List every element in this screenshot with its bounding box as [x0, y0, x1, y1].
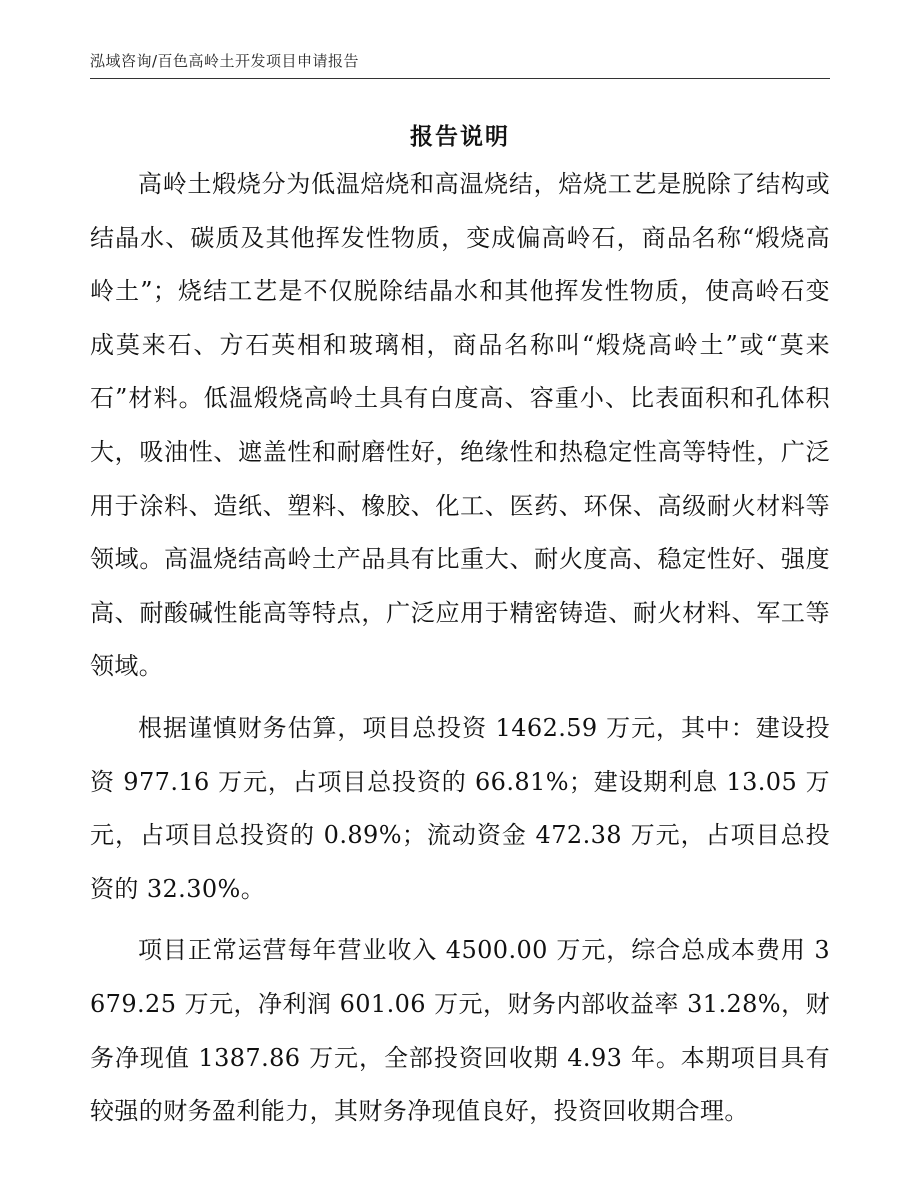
page-title: 报告说明 — [410, 124, 510, 150]
paragraph-kaolin-process: 高岭土煅烧分为低温焙烧和高温烧结，焙烧工艺是脱除了结构或结晶水、碳质及其他挥发性物质，变成偏高岭石，商品名称“煅烧高岭土”；烧结工艺是不仅脱除结晶水和其他挥发性物质，使高岭石变成莫来石、方石英相和玻璃相，商品名称叫“煅烧高岭土”或“莫来石”材料。低温煅烧高岭土具有白度高、容重小、比表面积和孔体积大，吸油性、遮盖性和耐磨性好，绝缘性和热稳定性高等特性，广泛用于涂料、造纸、塑料、橡胶、化工、医药、环保、高级耐火材料等领域。高温烧结高岭土产品具有比重大、耐火度高、稳定性好、强度高、耐酸碱性能高等特点，广泛应用于精密铸造、耐火材料、军工等领域。 — [90, 170, 830, 681]
header-divider — [90, 78, 830, 79]
report-body — [90, 158, 830, 1147]
running-header: 泓域咨询/百色高岭土开发项目申请报告 — [90, 52, 360, 70]
paragraph-investment: 根据谨慎财务估算，项目总投资 1462.59 万元，其中：建设投资 977.16 万元，占项目总投资的 66.81%；建设期利息 13.05 万元，占项目总投资的 0.89%；流动资金 472.38 万元，占项目总投资的 32.30%。 — [90, 713, 830, 903]
paragraph-financials: 项目正常运营每年营业收入 4500.00 万元，综合总成本费用 3679.25 万元，净利润 601.06 万元，财务内部收益率 31.28%，财务净现值 1387.86 万元，全部投资回收期 4.93 年。本期项目具有较强的财务盈利能力，其财务净现值良好，投资回收期合理。 — [90, 936, 830, 1126]
